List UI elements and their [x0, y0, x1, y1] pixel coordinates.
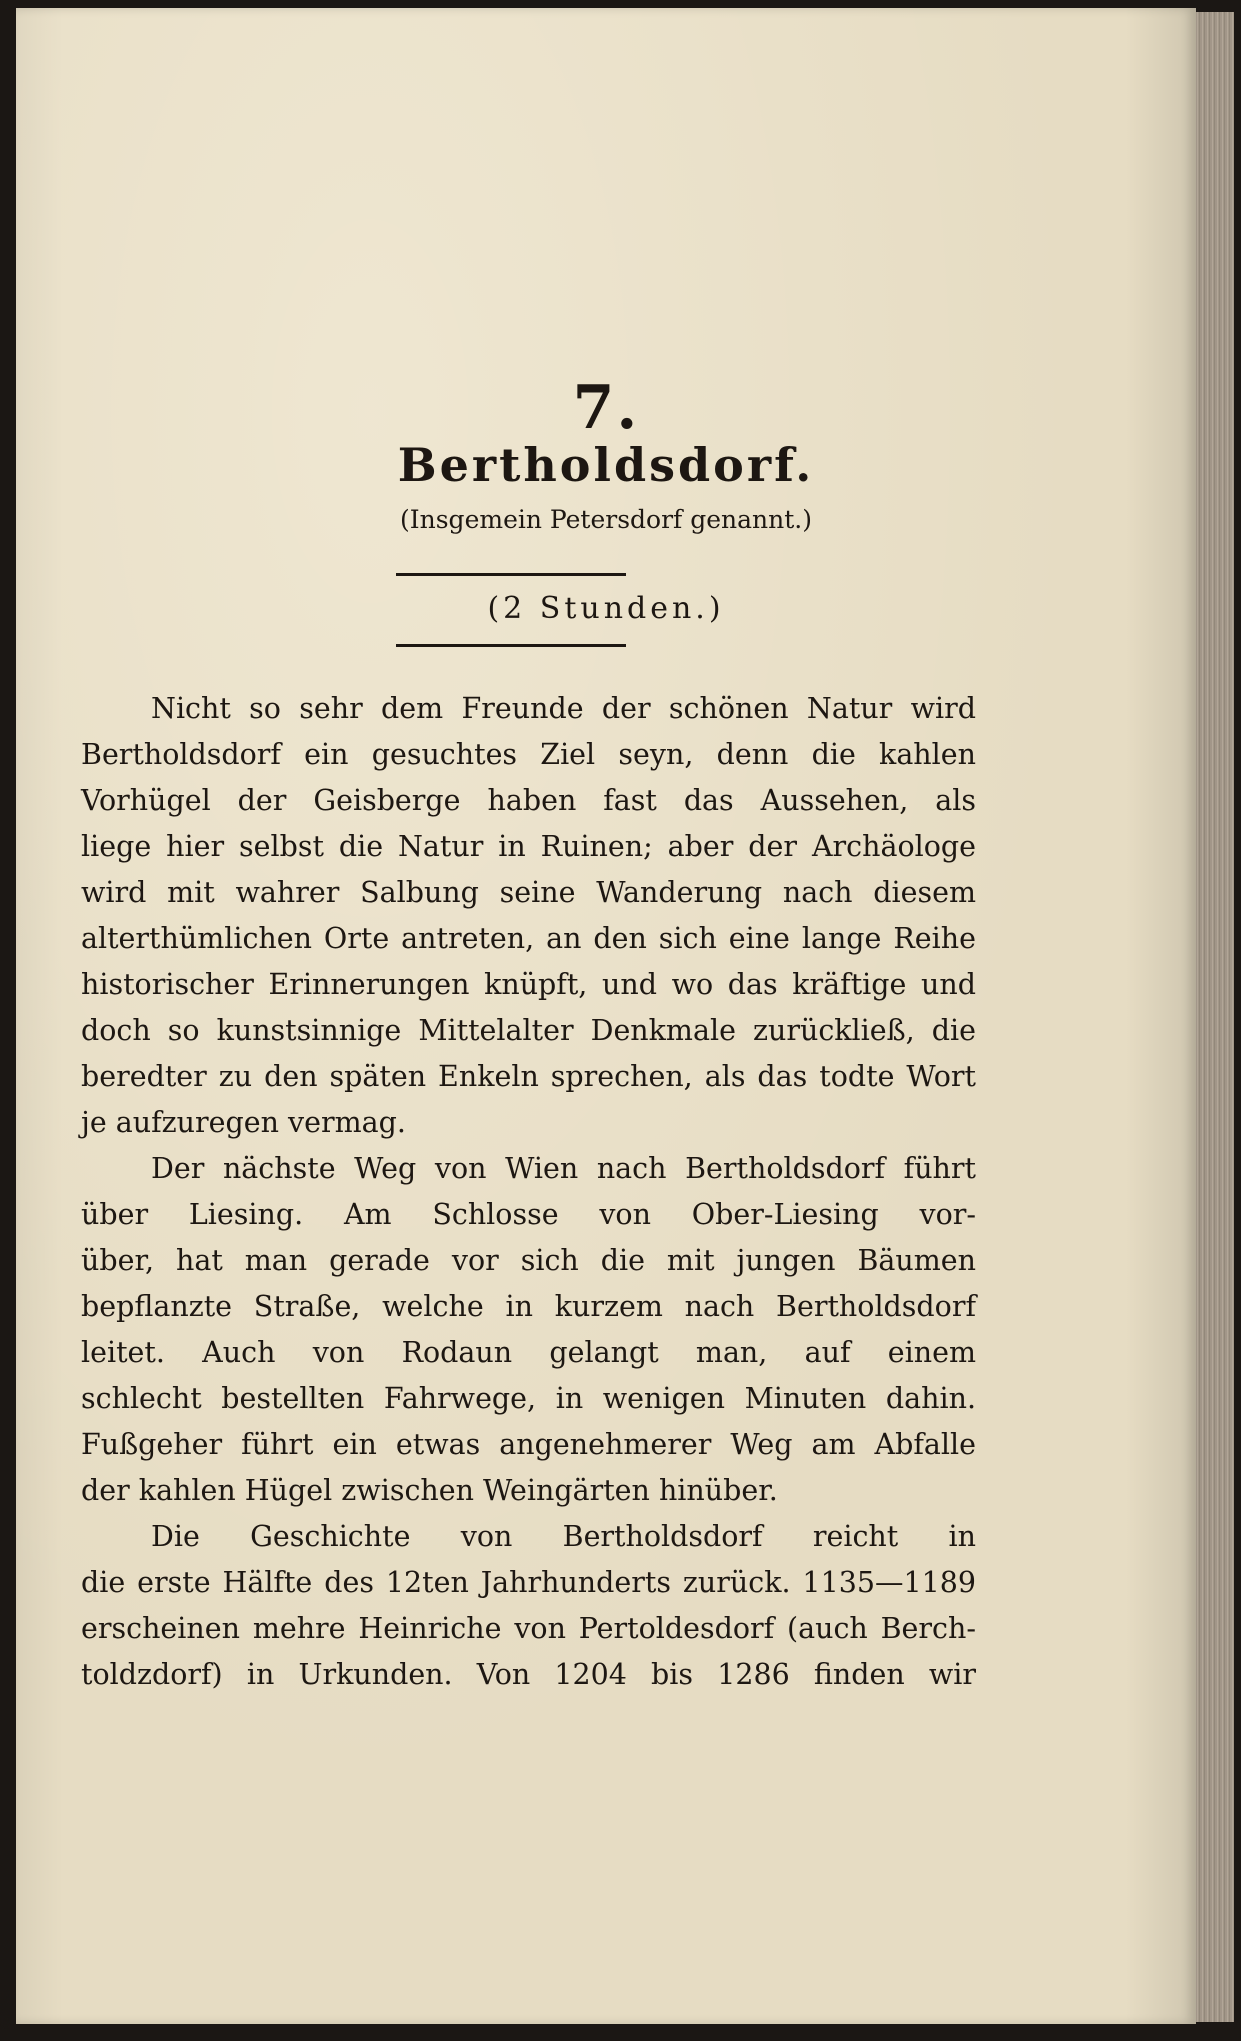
body-line: bepflanzte Straße, welche in kurzem nach Bertholdsdorf [81, 1290, 976, 1323]
body-line: die erste Hälfte des 12ten Jahrhunderts zurück. 1135—1189 [81, 1566, 976, 1599]
body-line: erscheinen mehre Heinriche von Pertoldesdorf (auch Berch- [81, 1612, 976, 1645]
chapter-subtitle: (Insgemein Petersdorf genannt.) [400, 505, 812, 534]
body-line: Fußgeher führt ein etwas angenehmerer Weg am Abfalle [81, 1428, 976, 1461]
chapter-number: 7. [572, 373, 640, 443]
body-line: liege hier selbst die Natur in Ruinen; aber der Archäologe [81, 830, 976, 863]
body-line: leitet. Auch von Rodaun gelangt man, auf einem [81, 1336, 976, 1369]
body-line: der kahlen Hügel zwischen Weingärten hinüber. [81, 1474, 778, 1507]
body-line: doch so kunstsinnige Mittelalter Denkmale zurückließ, die [81, 1014, 976, 1047]
body-line: Bertholdsdorf ein gesuchtes Ziel seyn, denn die kahlen [81, 738, 976, 771]
body-line: schlecht bestellten Fahrwege, in wenigen Minuten dahin. [81, 1382, 976, 1415]
body-line: je aufzuregen vermag. [81, 1106, 406, 1139]
body-line: alterthümlichen Orte antreten, an den sich eine lange Reihe [81, 922, 976, 955]
chapter-title: Bertholdsdorf. [397, 438, 815, 492]
book-page [16, 8, 1196, 2024]
body-line: Die Geschichte von Bertholdsdorf reicht in [151, 1520, 976, 1553]
page-stack-edge [1196, 12, 1234, 2022]
body-line: Der nächste Weg von Wien nach Bertholdsdorf führt [151, 1152, 976, 1185]
body-line: Vorhügel der Geisberge haben fast das Aussehen, als [81, 784, 976, 817]
body-line: Nicht so sehr dem Freunde der schönen Natur wird [151, 692, 976, 725]
body-line: beredter zu den späten Enkeln sprechen, als das todte Wort [81, 1060, 976, 1093]
body-line: wird mit wahrer Salbung seine Wanderung nach diesem [81, 876, 976, 909]
body-line: über, hat man gerade vor sich die mit jungen Bäumen [81, 1244, 976, 1277]
travel-duration: (2 Stunden.) [487, 591, 725, 626]
body-line: historischer Erinnerungen knüpft, und wo das kräftige und [81, 968, 976, 1001]
body-line: über Liesing. Am Schlosse von Ober-Liesing vor- [81, 1198, 976, 1231]
divider-bottom [396, 644, 626, 647]
divider-top [396, 573, 626, 576]
body-line: toldzdorf) in Urkunden. Von 1204 bis 1286 finden wir [81, 1658, 976, 1691]
